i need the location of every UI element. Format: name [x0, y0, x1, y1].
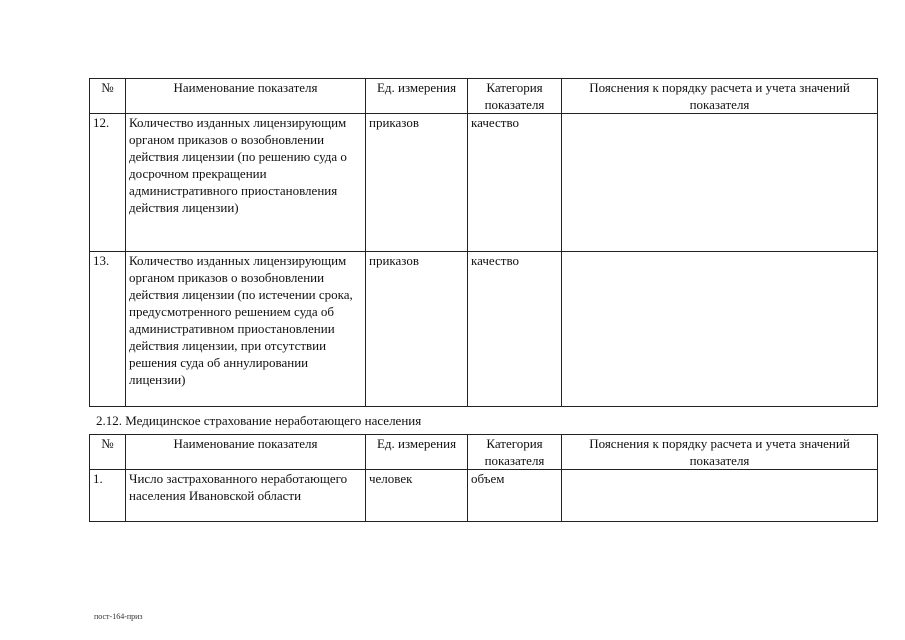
row-name: Количество изданных лицензирующим органом приказов о возобновлении действия лицензии (по истечении срока, предусмотренного решением суда об административном приостановлении действия лицензии, при отсутствии решения суда об аннулировании лицензии): [126, 252, 366, 407]
row-no: 12.: [90, 114, 126, 252]
header-explanation: Пояснения к порядку расчета и учета значений показателя: [562, 79, 878, 114]
footer-filename: пост-164-приз: [94, 612, 143, 621]
header-no: №: [90, 79, 126, 114]
header-name: Наименование показателя: [126, 435, 366, 470]
row-unit: человек: [366, 470, 468, 522]
header-unit: Ед. измерения: [366, 79, 468, 114]
row-explanation: [562, 470, 878, 522]
row-unit: приказов: [366, 252, 468, 407]
row-category: качество: [468, 114, 562, 252]
table-header-row: [90, 79, 878, 114]
table-row: [90, 114, 878, 252]
header-no: №: [90, 435, 126, 470]
section-title: 2.12. Медицинское страхование неработающего населения: [96, 413, 422, 428]
row-category: объем: [468, 470, 562, 522]
table-row: [90, 470, 878, 522]
row-no: 1.: [90, 470, 126, 522]
row-unit: приказов: [366, 114, 468, 252]
indicators-table-licensing: [89, 78, 878, 407]
row-name: Число застрахованного неработающего населения Ивановской области: [126, 470, 366, 522]
table-header-row: [90, 435, 878, 470]
header-category: Категория показателя: [468, 79, 562, 114]
header-name: Наименование показателя: [126, 79, 366, 114]
header-explanation: Пояснения к порядку расчета и учета значений показателя: [562, 435, 878, 470]
table-row: [90, 252, 878, 407]
header-category: Категория показателя: [468, 435, 562, 470]
row-explanation: [562, 252, 878, 407]
indicators-table-insurance: [89, 434, 878, 522]
header-unit: Ед. измерения: [366, 435, 468, 470]
row-name: Количество изданных лицензирующим органом приказов о возобновлении действия лицензии (по решению суда о досрочном прекращении административного приостановления действия лицензии): [126, 114, 366, 252]
row-category: качество: [468, 252, 562, 407]
row-no: 13.: [90, 252, 126, 407]
row-explanation: [562, 114, 878, 252]
